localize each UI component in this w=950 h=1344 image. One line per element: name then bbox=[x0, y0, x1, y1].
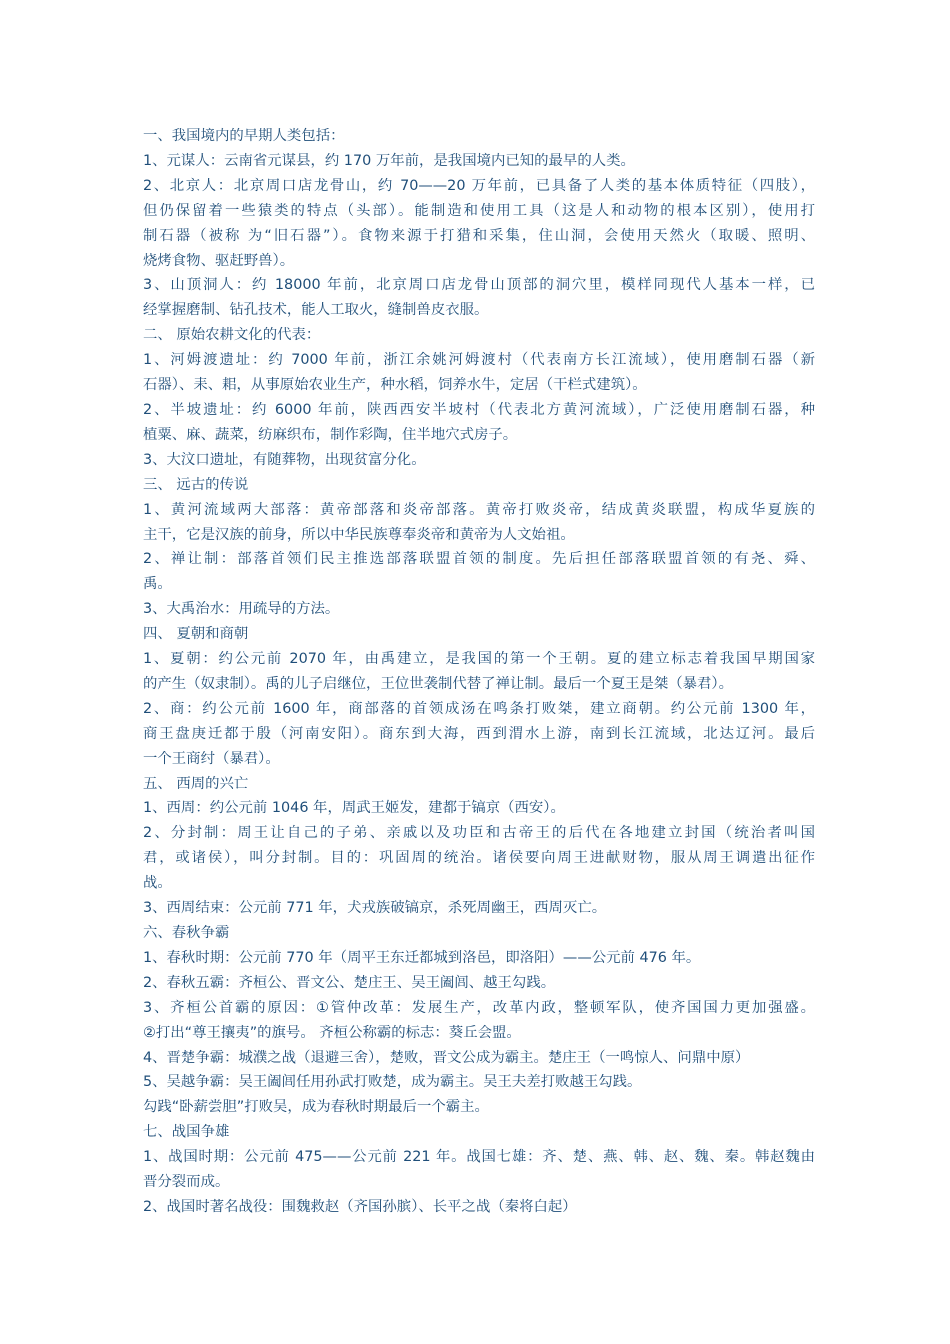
text-line: 四、 夏朝和商朝 bbox=[143, 626, 249, 643]
text-line: 3、齐桓公首霸的原因：①管仲改革：发展生产，改革内政，整顿军队，使齐国国力更加强盛。 bbox=[143, 999, 815, 1016]
text-line: 3、大汶口遗址，有随葬物，出现贫富分化。 bbox=[143, 451, 426, 468]
text-line: 烧烤食物、驱赶野兽）。 bbox=[143, 252, 295, 269]
text-line: 3、西周结束：公元前 771 年，犬戎族破镐京，杀死周幽王，西周灭亡。 bbox=[143, 900, 607, 917]
text-line: 2、半坡遗址：约 6000 年前，陕西西安半坡村（代表北方黄河流域），广泛使用磨制石器，种 bbox=[143, 401, 815, 418]
text-line: 制石器（被称 为“旧石器”）。食物来源于打猎和采集，住山洞，会使用天然火（取暖、照明、 bbox=[143, 227, 815, 244]
text-line: 五、 西周的兴亡 bbox=[143, 775, 249, 792]
text-line: 商王盘庚迁都于殷（河南安阳）。商东到大海，西到渭水上游，南到长江流域，北达辽河。最后 bbox=[143, 725, 815, 742]
text-line: 植粟、麻、蔬菜，纺麻织布，制作彩陶，住半地穴式房子。 bbox=[143, 426, 518, 443]
text-line: 1、河姆渡遗址：约 7000 年前，浙江余姚河姆渡村（代表南方长江流域），使用磨制石器（新 bbox=[143, 352, 815, 369]
text-line: 2、分封制：周王让自己的子弟、亲戚以及功臣和古帝王的后代在各地建立封国（统治者叫国 bbox=[143, 825, 815, 842]
document-page bbox=[143, 124, 815, 1220]
text-line: 2、商：约公元前 1600 年，商部落的首领成汤在鸣条打败桀，建立商朝。约公元前 1300 年， bbox=[143, 700, 815, 717]
text-line: 二、 原始农耕文化的代表： bbox=[143, 327, 321, 344]
text-line: 1、西周：约公元前 1046 年，周武王姬发，建都于镐京（西安）。 bbox=[143, 800, 565, 817]
text-line: 七、战国争雄 bbox=[143, 1124, 230, 1141]
text-line: 主干，它是汉族的前身，所以中华民族尊奉炎帝和黄帝为人文始祖。 bbox=[143, 526, 575, 543]
text-line: 一、我国境内的早期人类包括： bbox=[143, 128, 345, 144]
text-line: 1、夏朝：约公元前 2070 年，由禹建立，是我国的第一个王朝。夏的建立标志着我国早期国家 bbox=[143, 651, 815, 668]
text-line: 的产生（奴隶制）。禹的儿子启继位，王位世袭制代替了禅让制。最后一个夏王是桀（暴君）。 bbox=[143, 675, 734, 692]
text-line: 2、战国时著名战役：围魏救赵（齐国孙膑）、长平之战（秦将白起） bbox=[143, 1198, 577, 1215]
text-line: 石器）、耒、耜，从事原始农业生产，种水稻，饲养水牛，定居（干栏式建筑）。 bbox=[143, 377, 647, 394]
text-line: 晋分裂而成。 bbox=[143, 1174, 230, 1191]
text-line: 1、元谋人：云南省元谋县，约 170 万年前，是我国境内已知的最早的人类。 bbox=[143, 152, 635, 169]
text-line: 但仍保留着一些猿类的特点（头部）。能制造和使用工具（这是人和动物的根本区别），使用打 bbox=[143, 202, 815, 219]
text-line: 3、大禹治水：用疏导的方法。 bbox=[143, 601, 340, 618]
text-line: 1、黄河流域两大部落：黄帝部落和炎帝部落。黄帝打败炎帝，结成黄炎联盟，构成华夏族的 bbox=[143, 501, 815, 518]
text-line: ②打出“尊王攘夷”的旗号。 齐桓公称霸的标志：葵丘会盟。 bbox=[143, 1024, 521, 1041]
text-line: 1、战国时期：公元前 475——公元前 221 年。战国七雄：齐、楚、燕、韩、赵、魏、秦。韩赵魏由 bbox=[143, 1149, 815, 1166]
text-line: 一个王商纣（暴君）。 bbox=[143, 750, 280, 767]
text-line: 5、吴越争霸：吴王阖闾任用孙武打败楚，成为霸主。吴王夫差打败越王勾践。 bbox=[143, 1074, 642, 1091]
text-line: 1、春秋时期：公元前 770 年（周平王东迁都城到洛邑，即洛阳）——公元前 476 年。 bbox=[143, 949, 701, 966]
text-line: 经掌握磨制、钻孔技术，能人工取火，缝制兽皮衣服。 bbox=[143, 302, 489, 319]
text-line: 战。 bbox=[143, 875, 172, 892]
text-line: 2、春秋五霸：齐桓公、晋文公、楚庄王、吴王阖闾、越王勾践。 bbox=[143, 974, 556, 991]
text-line: 2、禅让制：部落首领们民主推选部落联盟首领的制度。先后担任部落联盟首领的有尧、舜、 bbox=[143, 551, 815, 568]
text-line: 君，或诸侯），叫分封制。目的：巩固周的统治。诸侯要向周王进献财物，服从周王调遣出征作 bbox=[143, 850, 815, 867]
text-line: 4、晋楚争霸：城濮之战（退避三舍），楚败，晋文公成为霸主。楚庄王（一鸣惊人、问鼎中原） bbox=[143, 1049, 750, 1066]
text-line: 2、北京人：北京周口店龙骨山，约 70——20 万年前，已具备了人类的基本体质特征（四肢）， bbox=[143, 177, 815, 194]
text-line: 勾践“卧薪尝胆”打败吴，成为春秋时期最后一个霸主。 bbox=[143, 1099, 489, 1116]
text-line: 禹。 bbox=[143, 576, 172, 593]
text-line: 三、 远古的传说 bbox=[143, 476, 249, 493]
text-line: 六、春秋争霸 bbox=[143, 925, 230, 941]
text-line: 3、山顶洞人：约 18000 年前，北京周口店龙骨山顶部的洞穴里，模样同现代人基本一样，已 bbox=[143, 277, 815, 294]
